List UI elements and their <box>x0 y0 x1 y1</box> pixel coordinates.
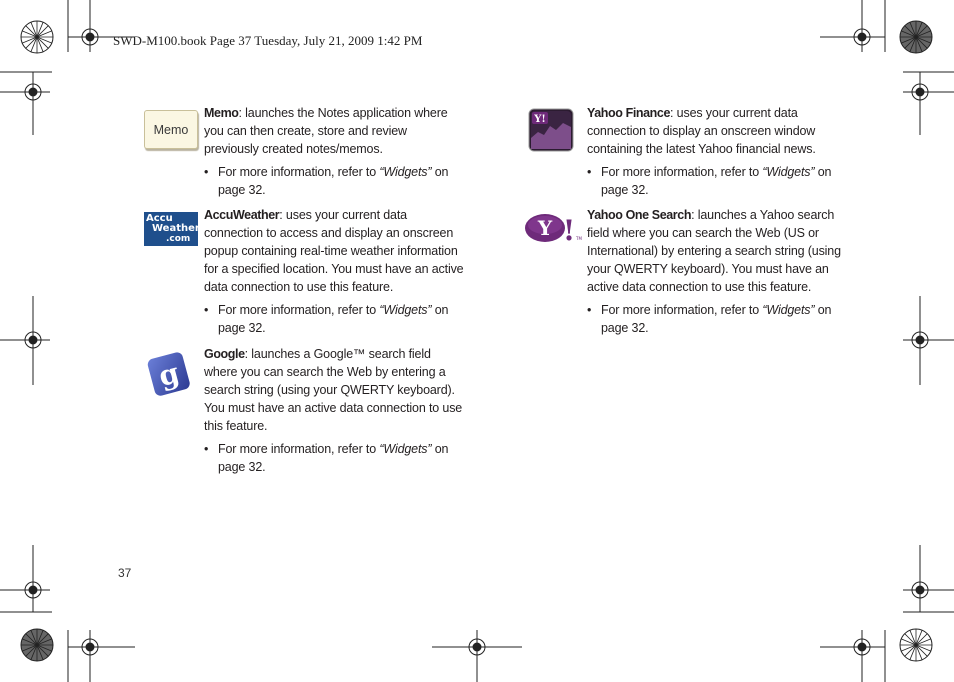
yahoo-one-search-term: Yahoo One Search <box>587 208 692 222</box>
yahoo-finance-icon <box>528 108 574 152</box>
yahoo-one-search-description: Yahoo One Search: launches a Yahoo search field where you can search the Web (US or International) by entering a search string (using your QWERTY keyboard). You must have an active data connection to use this feature. <box>587 208 841 294</box>
yahoo-finance-bullet: • For more information, refer to “Widgets” on page 32. <box>587 165 832 197</box>
yahoo-finance-entry <box>587 104 843 199</box>
memo-entry <box>204 104 464 199</box>
widgets-reference: “Widgets” <box>379 303 432 317</box>
crosshair-mark-icon <box>432 630 522 682</box>
crosshair-mark-icon <box>68 630 135 682</box>
accuweather-entry <box>204 206 464 337</box>
google-description: Google: launches a Google™ search field where you can search the Web by entering a search string (using your QWERTY keyboard). You must have an active data connection to use this feature. <box>204 347 463 433</box>
yahoo-one-search-icon <box>523 210 581 246</box>
book-header: SWD-M100.book Page 37 Tuesday, July 21, 2009 1:42 PM <box>113 33 423 48</box>
widgets-reference: “Widgets” <box>379 165 432 179</box>
yahoo-finance-description: Yahoo Finance: uses your current data connection to display an onscreen window containing the latest Yahoo financial news. <box>587 106 816 156</box>
yahoo-one-search-entry <box>587 206 843 337</box>
crosshair-mark-icon <box>820 0 885 52</box>
crosshair-mark-icon <box>903 545 954 612</box>
crosshair-mark-icon <box>0 72 50 135</box>
starburst-mark-icon <box>900 21 932 53</box>
crosshair-mark-icon <box>903 296 954 385</box>
accuweather-bullet: • For more information, refer to “Widgets” on page 32. <box>204 303 449 335</box>
memo-icon-label: Memo <box>153 122 189 137</box>
svg-text:Y: Y <box>537 216 553 240</box>
svg-text:g: g <box>155 356 183 393</box>
crosshair-mark-icon <box>903 72 954 135</box>
crosshair-mark-icon <box>0 545 50 612</box>
svg-text:!: ! <box>562 214 576 247</box>
yahoo-finance-term: Yahoo Finance <box>587 106 671 120</box>
widgets-reference: “Widgets” <box>762 165 815 179</box>
accuweather-description: AccuWeather: uses your current data connection to access and display an onscreen popup containing real-time weather information for a specified location. You must have an active data connection to use this feature. <box>204 208 464 294</box>
svg-text:Y!: Y! <box>534 114 546 125</box>
memo-icon <box>144 110 198 149</box>
starburst-mark-icon <box>21 21 53 53</box>
google-icon <box>144 350 194 400</box>
google-entry <box>204 345 464 476</box>
memo-description: Memo: launches the Notes application where you can then create, store and review previously created notes/memos. <box>204 106 448 156</box>
crosshair-mark-icon <box>820 630 885 682</box>
memo-bullet: • For more information, refer to “Widgets” on page 32. <box>204 165 449 197</box>
widgets-reference: “Widgets” <box>379 442 432 456</box>
page-number: 37 <box>118 566 132 580</box>
memo-term: Memo <box>204 106 239 120</box>
starburst-mark-icon <box>900 629 932 661</box>
accuweather-term: AccuWeather <box>204 208 280 222</box>
google-bullet: • For more information, refer to “Widgets” on page 32. <box>204 442 449 474</box>
yahoo-one-search-bullet: • For more information, refer to “Widgets” on page 32. <box>587 303 832 335</box>
widgets-reference: “Widgets” <box>762 303 815 317</box>
accuweather-icon: Accu Weather .com <box>146 213 200 244</box>
google-term: Google <box>204 347 245 361</box>
crosshair-mark-icon <box>0 296 50 385</box>
svg-text:TM: TM <box>576 236 582 241</box>
starburst-mark-icon <box>21 629 53 661</box>
